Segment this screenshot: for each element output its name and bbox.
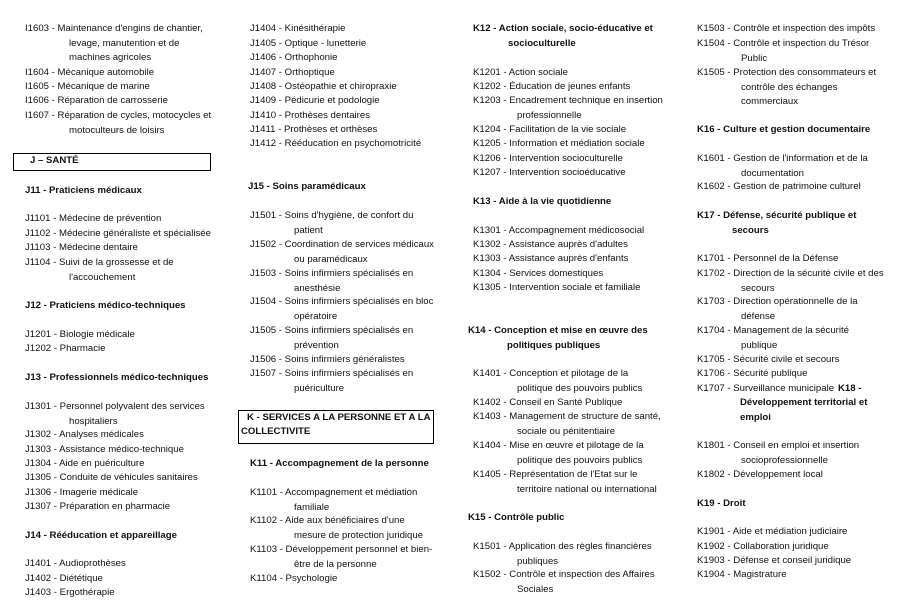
list-item-j1506: J1506 - Soins infirmiers généralistes xyxy=(250,354,405,365)
section-title-k-line2: COLLECTIVITE xyxy=(241,426,311,437)
list-item-j1503: J1503 - Soins infirmiers spécialisés en anesthésie xyxy=(250,268,414,294)
list-item-k1403: K1403 - Management de structure de santé, sociale ou pénitentiaire xyxy=(473,411,661,437)
list-item-j1303: J1303 - Assistance médico-technique xyxy=(25,444,184,455)
list-item-k1201: K1201 - Action sociale xyxy=(473,67,568,78)
list-item-j1412: J1412 - Rééducation en psychomotricité xyxy=(250,138,422,149)
list-item-k1303: K1303 - Assistance auprès d'enfants xyxy=(473,253,629,264)
list-item-k1401: K1401 - Conception et pilotage de la politique des pouvoirs publics xyxy=(473,368,643,394)
list-item-j1505: J1505 - Soins infirmiers spécialisés en prévention xyxy=(250,325,414,351)
group-heading-k14: K14 - Conception et mise en œuvre des politiques publiques xyxy=(468,325,648,351)
section-title-k-line1: K - SERVICES A LA PERSONNE ET A LA xyxy=(247,412,431,423)
list-item-j1101: J1101 - Médecine de prévention xyxy=(25,213,162,224)
list-item-i1604: I1604 - Mécanique automobile xyxy=(25,67,155,78)
list-item-k1602: K1602 - Gestion de patrimoine culturel xyxy=(697,181,861,192)
list-item-j1307: J1307 - Préparation en pharmacie xyxy=(25,501,171,512)
list-item-j1305: J1305 - Conduite de véhicules sanitaires xyxy=(25,472,198,483)
list-item-k1405: K1405 - Représentation de l'Etat sur le territoire national ou international xyxy=(473,469,657,495)
group-heading-k19: K19 - Droit xyxy=(697,498,746,509)
list-item-j1403: J1403 - Ergothérapie xyxy=(25,587,115,598)
list-item-k1104: K1104 - Psychologie xyxy=(250,573,338,584)
group-heading-j14: J14 - Rééducation et appareillage xyxy=(25,530,177,541)
list-item-k1101: K1101 - Accompagnement et médiation familiale xyxy=(250,487,418,513)
group-heading-k17: K17 - Défense, sécurité publique et secours xyxy=(697,210,857,236)
list-item-k1601: K1601 - Gestion de l'information et de la documentation xyxy=(697,153,868,179)
group-heading-k18: K18 - xyxy=(838,383,862,394)
group-heading-k16: K16 - Culture et gestion documentaire xyxy=(697,124,871,135)
group-heading-j12: J12 - Praticiens médico-techniques xyxy=(25,300,186,311)
group-heading-j11: J11 - Praticiens médicaux xyxy=(25,185,142,196)
list-item-k1904: K1904 - Magistrature xyxy=(697,569,787,580)
list-item-k1801: K1801 - Conseil en emploi et insertion socioprofessionnelle xyxy=(697,440,860,466)
list-item-k1701: K1701 - Personnel de la Défense xyxy=(697,253,839,264)
group-heading-k11: K11 - Accompagnement de la personne xyxy=(250,458,429,469)
list-item-j1408: J1408 - Ostéopathie et chiropraxie xyxy=(250,81,397,92)
list-item-j1202: J1202 - Pharmacie xyxy=(25,343,106,354)
list-item-j1406: J1406 - Orthophonie xyxy=(250,52,338,63)
list-item-k1301: K1301 - Accompagnement médicosocial xyxy=(473,225,645,236)
list-item-j1501: J1501 - Soins d'hygiène, de confort du patient xyxy=(250,210,414,236)
list-item-j1504: J1504 - Soins infirmiers spécialisés en bloc opératoire xyxy=(250,296,434,322)
list-item-k1704: K1704 - Management de la sécurité publique xyxy=(697,325,849,351)
list-item-j1404: J1404 - Kinésithérapie xyxy=(250,23,346,34)
list-item-j1103: J1103 - Médecine dentaire xyxy=(25,242,138,253)
list-item-k1404: K1404 - Mise en œuvre et pilotage de la politique des pouvoirs publics xyxy=(473,440,644,466)
list-item-k1203: K1203 - Encadrement technique en insertion professionnelle xyxy=(473,95,663,121)
list-item-k1501: K1501 - Application des règles financières publiques xyxy=(473,541,652,567)
list-item-i1605: I1605 - Mécanique de marine xyxy=(25,81,150,92)
group-heading-k15: K15 - Contrôle public xyxy=(468,512,565,523)
list-item-j1405: J1405 - Optique - lunetterie xyxy=(250,38,367,49)
list-item-k1504: K1504 - Contrôle et inspection du Trésor Public xyxy=(697,38,870,64)
list-item-k1503: K1503 - Contrôle et inspection des impôts xyxy=(697,23,876,34)
list-item-j1507: J1507 - Soins infirmiers spécialisés en puériculture xyxy=(250,368,414,394)
group-heading-k13: K13 - Aide à la vie quotidienne xyxy=(473,196,612,207)
list-item-j1201: J1201 - Biologie médicale xyxy=(25,329,135,340)
list-item-k1901: K1901 - Aide et médiation judiciaire xyxy=(697,526,848,537)
list-item-j1104: J1104 - Suivi de la grossesse et de l'accouchement xyxy=(25,257,174,283)
list-item-j1502: J1502 - Coordination de services médicaux ou paramédicaux xyxy=(250,239,434,265)
list-item-i1606: I1606 - Réparation de carrosserie xyxy=(25,95,168,106)
group-heading-j15: J15 - Soins paramédicaux xyxy=(248,181,366,192)
list-item-j1302: J1302 - Analyses médicales xyxy=(25,429,144,440)
list-item-j1306: J1306 - Imagerie médicale xyxy=(25,487,139,498)
section-box-j xyxy=(13,153,211,171)
list-item-k1702: K1702 - Direction de la sécurité civile et des secours xyxy=(697,268,884,294)
list-item-k1402: K1402 - Conseil en Santé Publique xyxy=(473,397,623,408)
list-item-j1102: J1102 - Médecine généraliste et spécialisée xyxy=(25,228,211,239)
section-title-j: J – SANTÉ xyxy=(30,155,79,166)
list-item-j1402: J1402 - Diététique xyxy=(25,573,103,584)
list-item-i1607: I1607 - Réparation de cycles, motocycles et motoculteurs de loisirs xyxy=(25,110,212,136)
list-item-k1502: K1502 - Contrôle et inspection des Affaires Sociales xyxy=(473,569,655,595)
group-heading-k12: K12 - Action sociale, socio-éducative et socioculturelle xyxy=(473,23,653,49)
list-item-k1204: K1204 - Facilitation de la vie sociale xyxy=(473,124,627,135)
list-item-k1205: K1205 - Information et médiation sociale xyxy=(473,138,645,149)
list-item-j1401: J1401 - Audioprothèses xyxy=(25,558,126,569)
list-item-k1202: K1202 - Éducation de jeunes enfants xyxy=(473,81,631,92)
list-item-k1705: K1705 - Sécurité civile et secours xyxy=(697,354,840,365)
section-box-k xyxy=(238,410,434,444)
list-item-k1902: K1902 - Collaboration juridique xyxy=(697,541,829,552)
list-item-k1903: K1903 - Défense et conseil juridique xyxy=(697,555,852,566)
list-item-k1703: K1703 - Direction opérationnelle de la défense xyxy=(697,296,858,322)
list-item-k1305: K1305 - Intervention sociale et familiale xyxy=(473,282,641,293)
list-item-k1207: K1207 - Intervention socioéducative xyxy=(473,167,626,178)
list-item-j1409: J1409 - Pédicurie et podologie xyxy=(250,95,380,106)
list-item-k1206: K1206 - Intervention socioculturelle xyxy=(473,153,623,164)
list-item-j1407: J1407 - Orthoptique xyxy=(250,67,335,78)
list-item-k1103: K1103 - Développement personnel et bien- être de la personne xyxy=(250,544,433,570)
list-item-j1410: J1410 - Prothèses dentaires xyxy=(250,110,370,121)
list-item-k1707: K1707 - Surveillance municipale xyxy=(697,383,835,394)
list-item-k1304: K1304 - Services domestiques xyxy=(473,268,604,279)
list-item-j1304: J1304 - Aide en puériculture xyxy=(25,458,145,469)
list-item-j1411: J1411 - Prothèses et orthèses xyxy=(250,124,378,135)
list-item-k1505: K1505 - Protection des consommateurs et contrôle des échanges commerciaux xyxy=(697,67,877,107)
list-item-k1102: K1102 - Aide aux bénéficiaires d'une mesure de protection juridique xyxy=(250,515,424,541)
list-item-i1603: I1603 - Maintenance d'engins de chantier, levage, manutention et de machines agricoles xyxy=(25,23,203,63)
group-heading-k18-cont: Développement territorial et emploi xyxy=(740,397,868,423)
list-item-k1302: K1302 - Assistance auprès d'adultes xyxy=(473,239,628,250)
list-item-k1706: K1706 - Sécurité publique xyxy=(697,368,808,379)
list-item-j1301: J1301 - Personnel polyvalent des services hospitaliers xyxy=(25,401,205,427)
list-item-k1802: K1802 - Développement local xyxy=(697,469,823,480)
group-heading-j13: J13 - Professionnels médico-techniques xyxy=(25,372,209,383)
